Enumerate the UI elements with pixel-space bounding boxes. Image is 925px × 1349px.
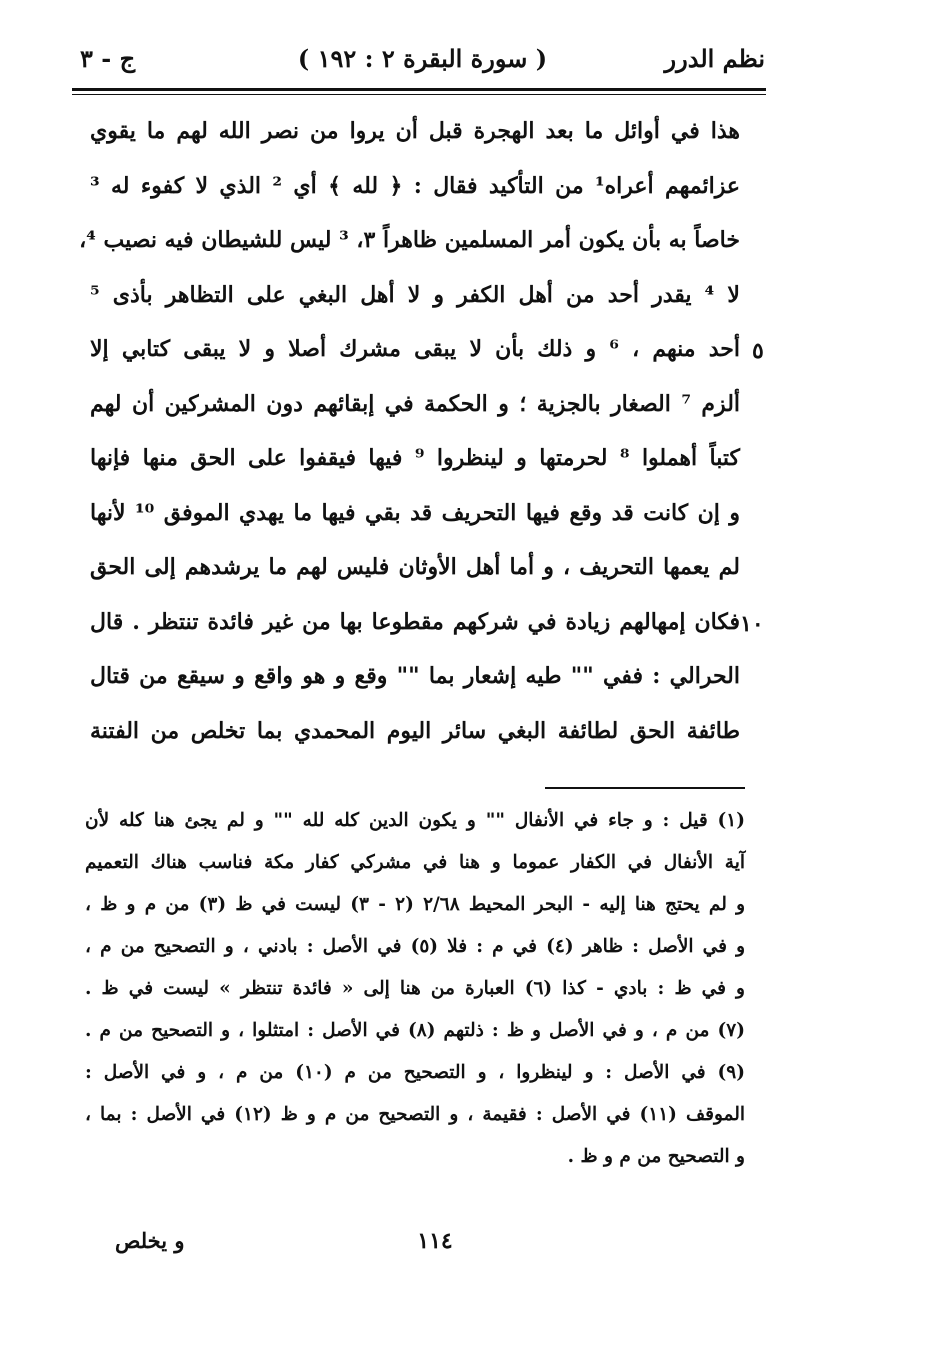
text-line: طائفة الحق لطائفة البغي سائر اليوم المحمدي بما تخلص من الفتنة	[90, 717, 740, 744]
footnote-line: آية الأنفال في الكفار عموما و هنا في مشركي كفار مكة فناسب هناك التعميم	[85, 852, 745, 873]
footnote-line: (٧) من م ، و في الأصل و ظ : ذلتهم (٨) في الأصل : امتثلوا ، و التصحيح من م .	[85, 1020, 745, 1041]
text-line: كتباً أهملوا ⁸ لحرمتها و لينظروا ⁹ فيها فيقفوا على الحق منها فإنها	[90, 445, 740, 471]
book-title: نظم الدرر	[664, 44, 765, 73]
surah-reference: ( سورة البقرة ٢ : ١٩٢ )	[297, 44, 548, 73]
volume-number: ج - ٣	[80, 44, 136, 73]
text-line: عزائمهم أعراه¹ من التأكيد فقال : ﴿ لله ﴾ أي ² الذي لا كفوء له ³	[90, 172, 740, 199]
text-line: أحد منهم ، ⁶ و ذلك بأن لا يبقى مشرك أصلا و لا يبقى كتابي إلا	[90, 336, 740, 362]
text-line: هذا في أوائل ما بعد الهجرة قبل أن يروا من نصر الله لهم ما يقوي	[90, 118, 740, 144]
text-line: لم يعمها التحريف ، و أما أهل الأوثان فليس لهم ما يرشدهم إلى الحق	[90, 554, 740, 580]
footnote-line: و التصحيح من م و ظ .	[567, 1146, 745, 1167]
line-number-5: ٥	[752, 338, 764, 364]
text-line: لا ⁴ يقدر أحد من أهل الكفر و لا أهل البغي على التظاهر بأذى ⁵	[90, 281, 740, 308]
text-line: و إن كانت قد وقع فيها التحريف قد بقي فيها ما يهدي الموفق ¹⁰ لأنها	[90, 499, 740, 526]
text-line: الحرالي : ففي "" طيه إشعار بما "" وقع و هو واقع و سيقع من قتال	[90, 663, 740, 689]
header-rule-thick	[72, 88, 766, 91]
text-line: ألزم ⁷ الصغار بالجزية ؛ و الحكمة في إبقائهم دون المشركين أن لهم	[90, 390, 741, 417]
main-text	[79, 104, 741, 758]
catchword: و يخلص	[115, 1228, 185, 1253]
page-number: ١١٤	[417, 1228, 453, 1254]
line-number-10: ١٠	[740, 611, 764, 637]
footnote-line: (١) قيل : و جاء في الأنفال "" و يكون الدين كله لله "" و لم يجئ هنا كله لأن	[85, 810, 745, 831]
footnote-line: و في الأصل : ظاهر (٤) في م : فلا (٥) في الأصل : بادني ، و التصحيح من م ،	[85, 936, 745, 957]
footnote-line: و لم يحتج هنا إليه - البحر المحيط ٢/٦٨ (٢ - ٣) ليست في ظ (٣) من م و ظ ،	[85, 894, 746, 915]
footnote-separator	[545, 787, 745, 789]
footnotes	[85, 800, 745, 1178]
footnote-line: (٩) في الأصل : و لينظروا ، و التصحيح من م (١٠) من م ، و في الأصل :	[85, 1062, 745, 1083]
header-rule-thin	[72, 94, 766, 95]
running-header	[80, 44, 765, 84]
footnote-line: و في ظ : بادي - كذا (٦) العبارة من هنا إلى « فائدة تنتظر » ليست في ظ .	[85, 978, 745, 999]
footnote-line: الموقف (١١) في الأصل : فقيمة ، و التصحيح من م و ظ (١٢) في الأصل : بما ،	[85, 1104, 745, 1125]
text-line: فكان إمهالهم زيادة في شركهم مقطوعا بها من غير فائدة تنتظر . قال	[90, 608, 740, 635]
text-line: خاصاً به بأن يكون أمر المسلمين ظاهراً ٣، ³ ليس للشيطان فيه نصيب ⁴،	[79, 227, 740, 253]
